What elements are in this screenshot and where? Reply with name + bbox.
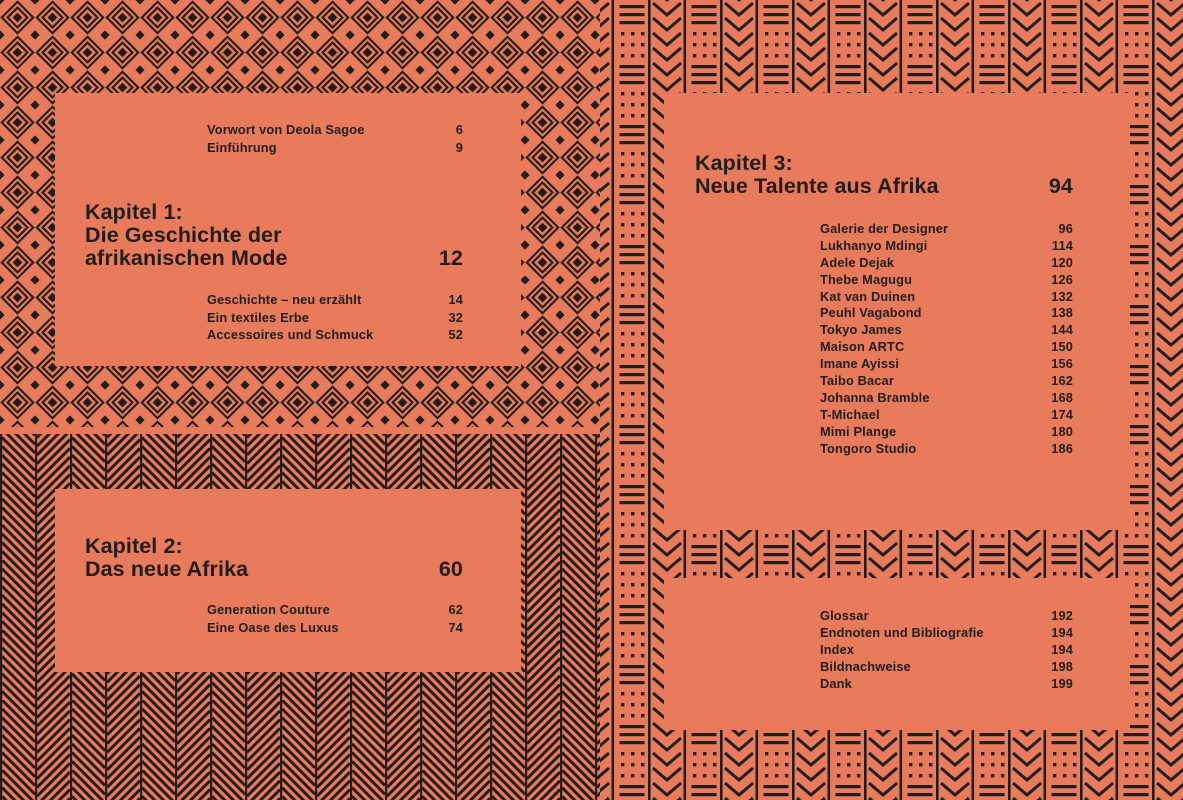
toc-entry-page: 180 <box>1051 423 1073 439</box>
toc-entry-label: Thebe Magugu <box>820 271 913 287</box>
toc-entry-label: Accessoires und Schmuck <box>207 327 374 342</box>
toc-entry-label: Tokyo James <box>820 322 902 338</box>
chapter-title-line: Kapitel 3: <box>695 151 793 175</box>
toc-entry-page: 96 <box>1058 221 1073 236</box>
toc-entry-page: 144 <box>1051 322 1073 338</box>
chapter3-heading <box>695 152 1073 198</box>
toc-entry-row <box>207 139 463 157</box>
toc-entry-page: 74 <box>448 619 463 635</box>
chapter-page-number: 60 <box>438 557 463 581</box>
toc-entry-row <box>820 441 1073 458</box>
toc-entry-label: Maison ARTC <box>820 339 905 355</box>
chapter-page-number: 94 <box>1048 174 1073 198</box>
toc-entry-label: Einführung <box>207 139 277 155</box>
toc-entry-row <box>820 272 1073 289</box>
toc-entry-row <box>820 407 1073 424</box>
chapter1-entry-list <box>207 291 463 344</box>
chapter-title-line: Die Geschichte der <box>85 223 282 247</box>
toc-entry-row <box>820 676 1073 693</box>
toc-entry-row <box>820 373 1073 390</box>
toc-entry-page: 162 <box>1051 373 1073 389</box>
toc-entry-row <box>820 424 1073 441</box>
toc-entry-row <box>820 238 1073 255</box>
toc-entry-row <box>820 305 1073 322</box>
toc-entry-label: Ein textiles Erbe <box>207 309 310 325</box>
chapter-title-line: afrikanischen Mode <box>85 246 288 270</box>
toc-entry-label: Bildnachweise <box>820 658 911 674</box>
toc-entry-page: 150 <box>1051 339 1073 355</box>
toc-entry-label: Peuhl Vagabond <box>820 305 922 321</box>
toc-entry-label: Endnoten und Bibliografie <box>820 624 984 640</box>
toc-panel-chapter3 <box>664 93 1130 530</box>
chapter-title-line: Kapitel 2: <box>85 534 183 558</box>
chapter1-title-lines <box>85 201 463 270</box>
toc-entry-label: Generation Couture <box>207 602 330 617</box>
toc-entry-label: Mimi Plange <box>820 423 897 439</box>
toc-entry-page: 199 <box>1051 675 1073 691</box>
chapter-title-line: Das neue Afrika <box>85 557 249 581</box>
toc-entry-row <box>207 601 463 619</box>
toc-entry-row <box>820 659 1073 676</box>
toc-entry-page: 114 <box>1051 237 1073 253</box>
toc-entry-page: 186 <box>1051 440 1073 456</box>
chapter2-entry-list <box>207 601 463 636</box>
toc-entry-page: 156 <box>1051 356 1073 372</box>
toc-entry-label: Glossar <box>820 608 869 623</box>
toc-entry-row <box>207 619 463 637</box>
toc-entry-page: 126 <box>1051 271 1073 287</box>
toc-entry-label: Galerie der Designer <box>820 221 949 236</box>
toc-entry-row <box>820 642 1073 659</box>
toc-entry-page: 194 <box>1051 641 1073 657</box>
toc-entry-label: T-Michael <box>820 406 880 422</box>
toc-entry-row <box>207 121 463 139</box>
toc-entry-page: 32 <box>448 309 463 325</box>
toc-entry-label: Adele Dejak <box>820 254 895 270</box>
toc-entry-page: 198 <box>1051 658 1073 674</box>
toc-entry-page: 52 <box>448 327 463 342</box>
toc-entry-row <box>820 221 1073 238</box>
chapter-title-line: Kapitel 1: <box>85 200 183 224</box>
toc-entry-page: 168 <box>1051 389 1073 405</box>
toc-entry-page: 132 <box>1051 288 1073 304</box>
toc-entry-label: Johanna Bramble <box>820 389 930 405</box>
toc-entry-page: 194 <box>1051 624 1073 640</box>
toc-entry-label: Vorwort von Deola Sagoe <box>207 122 365 137</box>
front-matter-list <box>207 121 463 156</box>
toc-entry-page: 14 <box>448 292 463 307</box>
toc-entry-label: Lukhanyo Mdingi <box>820 237 928 253</box>
toc-entry-row <box>207 309 463 327</box>
toc-entry-row <box>820 608 1073 625</box>
toc-entry-label: Imane Ayissi <box>820 356 900 372</box>
toc-entry-page: 9 <box>455 139 463 155</box>
toc-panel-front-chapter1 <box>55 93 521 366</box>
chapter2-heading <box>85 535 463 581</box>
toc-entry-row <box>820 255 1073 272</box>
toc-entry-label: Tongoro Studio <box>820 440 917 456</box>
toc-entry-page: 120 <box>1051 254 1073 270</box>
toc-entry-label: Taibo Bacar <box>820 373 894 389</box>
toc-entry-page: 6 <box>455 122 463 137</box>
toc-entry-row <box>207 326 463 344</box>
toc-entry-page: 174 <box>1051 406 1073 422</box>
toc-entry-label: Dank <box>820 675 852 691</box>
toc-entry-label: Index <box>820 641 855 657</box>
toc-entry-page: 62 <box>448 602 463 617</box>
toc-panel-chapter2 <box>55 489 521 672</box>
toc-entry-row <box>820 339 1073 356</box>
toc-entry-row <box>820 289 1073 306</box>
toc-entry-row <box>207 291 463 309</box>
toc-entry-label: Kat van Duinen <box>820 288 916 304</box>
chapter1-heading <box>85 201 463 270</box>
designer-entry-list <box>820 221 1073 457</box>
back-matter-list <box>820 608 1073 692</box>
toc-entry-row <box>820 390 1073 407</box>
toc-entry-page: 138 <box>1051 305 1073 321</box>
toc-entry-label: Geschichte – neu erzählt <box>207 292 362 307</box>
chapter3-title-lines <box>695 152 1073 198</box>
chapter2-title-lines <box>85 535 463 581</box>
toc-panel-back-matter <box>664 578 1130 730</box>
toc-entry-page: 192 <box>1051 608 1073 623</box>
toc-entry-row <box>820 356 1073 373</box>
chapter-page-number: 12 <box>438 246 463 270</box>
toc-entry-row <box>820 322 1073 339</box>
toc-entry-row <box>820 625 1073 642</box>
chapter-title-line: Neue Talente aus Afrika <box>695 174 939 198</box>
toc-entry-label: Eine Oase des Luxus <box>207 619 339 635</box>
